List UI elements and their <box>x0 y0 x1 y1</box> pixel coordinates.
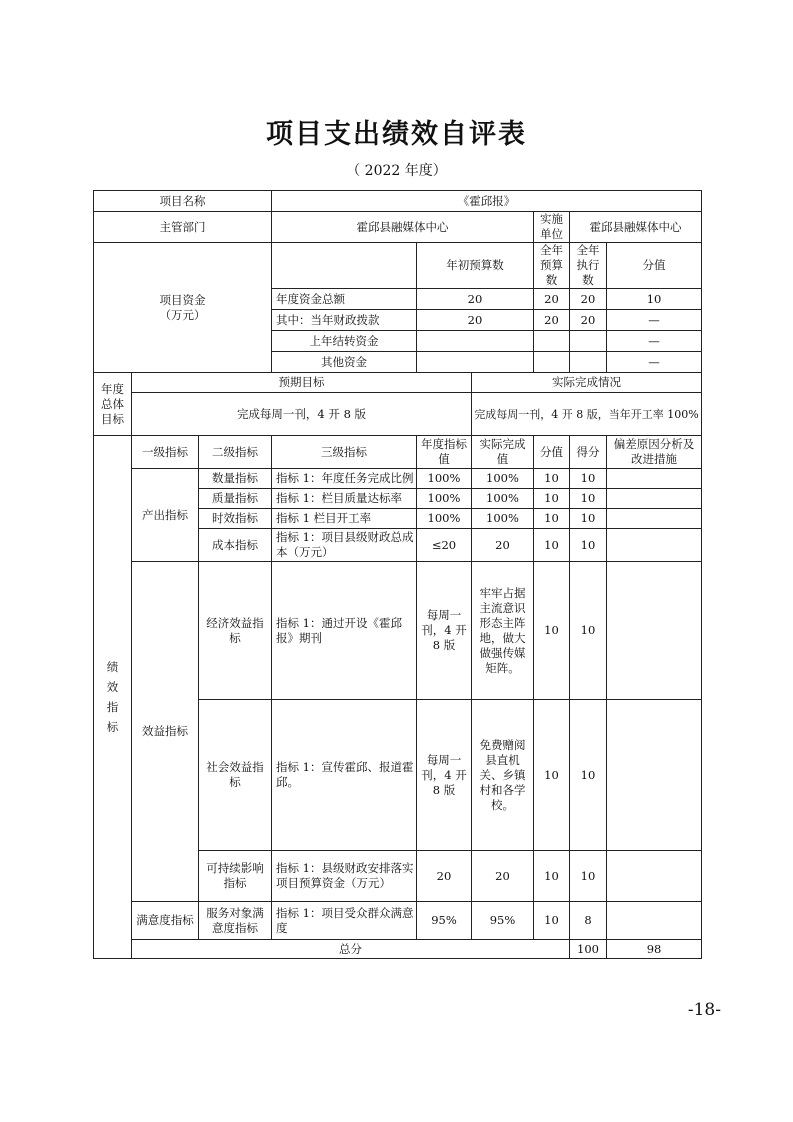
actual-result-label: 实际完成情况 <box>472 373 702 393</box>
level3-cell: 指标 1：通过开设《霍邱报》期刊 <box>272 562 417 700</box>
dept-label: 主管部门 <box>94 212 272 243</box>
funds-cell: 10 <box>607 289 702 310</box>
project-name: 《霍邱报》 <box>272 191 702 212</box>
funds-cell: 20 <box>534 289 570 310</box>
score-cell: 10 <box>534 529 570 562</box>
impl-value: 霍邱县融媒体中心 <box>570 212 702 243</box>
got-cell: 10 <box>570 529 607 562</box>
level2-cell: 可持续影响指标 <box>199 851 272 902</box>
actual-cell: 20 <box>472 529 534 562</box>
note-cell <box>607 851 702 902</box>
level2-cell: 成本指标 <box>199 529 272 562</box>
funds-cell: 20 <box>570 289 607 310</box>
level2-cell: 服务对象满意度指标 <box>199 902 272 940</box>
total-label: 总分 <box>132 940 570 959</box>
actual-cell: 95% <box>472 902 534 940</box>
total-score: 100 <box>570 940 607 959</box>
got-cell: 8 <box>570 902 607 940</box>
header-note: 偏差原因分析及改进措施 <box>607 436 702 469</box>
funds-row-label: 上年结转资金 <box>272 331 417 352</box>
funds-cell: — <box>607 352 702 373</box>
funds-cell: 20 <box>570 310 607 331</box>
note-cell <box>607 509 702 529</box>
note-cell <box>607 529 702 562</box>
indicators-side-label <box>94 436 132 959</box>
got-cell: 10 <box>570 851 607 902</box>
funds-row-label: 其他资金 <box>272 352 417 373</box>
overall-label-line: 总体 <box>101 396 124 411</box>
actual-cell: 100% <box>472 509 534 529</box>
score-cell: 10 <box>534 469 570 489</box>
target-cell: 每周一刊，4 开 8 版 <box>417 562 472 700</box>
funds-label-line1: 项目资金 <box>159 292 206 307</box>
page-number: -18- <box>687 1000 721 1020</box>
got-cell: 10 <box>570 489 607 509</box>
total-got: 98 <box>607 940 702 959</box>
actual-cell: 100% <box>472 469 534 489</box>
benefit-indicators-label: 效益指标 <box>132 562 199 902</box>
level3-cell: 指标 1 栏目开工率 <box>272 509 417 529</box>
funds-header-blank <box>272 243 417 289</box>
got-cell: 10 <box>570 469 607 489</box>
level3-cell: 指标 1：栏目质量达标率 <box>272 489 417 509</box>
header-level3: 三级指标 <box>272 436 417 469</box>
header-target: 年度指标值 <box>417 436 472 469</box>
note-cell <box>607 562 702 700</box>
actual-cell: 20 <box>472 851 534 902</box>
level3-cell: 指标 1：年度任务完成比例 <box>272 469 417 489</box>
expected-goal-label: 预期目标 <box>132 373 472 393</box>
note-cell <box>607 469 702 489</box>
funds-row-label: 年度资金总额 <box>272 289 417 310</box>
actual-result: 完成每周一刊，4 开 8 版，当年开工率 100% <box>472 393 702 436</box>
score-cell: 10 <box>534 851 570 902</box>
actual-cell: 免费赠阅县直机关、乡镇村和各学校。 <box>472 700 534 851</box>
got-cell: 10 <box>570 509 607 529</box>
expected-goal: 完成每周一刊，4 开 8 版 <box>132 393 472 436</box>
funds-cell <box>417 331 534 352</box>
overall-label <box>94 373 132 436</box>
satisfaction-indicators-label: 满意度指标 <box>132 902 199 940</box>
score-cell: 10 <box>534 509 570 529</box>
funds-cell: — <box>607 310 702 331</box>
funds-cell <box>417 352 534 373</box>
got-cell: 10 <box>570 700 607 851</box>
level2-cell: 时效指标 <box>199 509 272 529</box>
header-got: 得分 <box>570 436 607 469</box>
page-subtitle: （ 2022 年度） <box>346 163 447 179</box>
funds-cell <box>534 331 570 352</box>
funds-cell <box>534 352 570 373</box>
funds-header-executed: 全年执行数 <box>570 243 607 289</box>
funds-cell: 20 <box>417 310 534 331</box>
note-cell <box>607 700 702 851</box>
level3-cell: 指标 1：宣传霍邱、报道霍邱。 <box>272 700 417 851</box>
project-name-label: 项目名称 <box>94 191 272 212</box>
level2-cell: 数量指标 <box>199 469 272 489</box>
funds-cell <box>570 331 607 352</box>
level2-cell: 经济效益指标 <box>199 562 272 700</box>
score-cell: 10 <box>534 902 570 940</box>
side-char: 绩 <box>106 660 119 674</box>
funds-label <box>94 243 272 373</box>
score-cell: 10 <box>534 700 570 851</box>
funds-row-label: 其中：当年财政拨款 <box>272 310 417 331</box>
overall-label-line: 年度 <box>101 381 124 396</box>
output-indicators-label: 产出指标 <box>132 469 199 562</box>
dept-value: 霍邱县融媒体中心 <box>272 212 534 243</box>
level2-cell: 社会效益指标 <box>199 700 272 851</box>
funds-header-score: 分值 <box>607 243 702 289</box>
header-actual: 实际完成值 <box>472 436 534 469</box>
note-cell <box>607 902 702 940</box>
overall-label-line: 目标 <box>101 411 124 426</box>
side-char: 标 <box>106 720 119 734</box>
target-cell: 100% <box>417 489 472 509</box>
actual-cell: 100% <box>472 489 534 509</box>
target-cell: 20 <box>417 851 472 902</box>
level2-cell: 质量指标 <box>199 489 272 509</box>
target-cell: 95% <box>417 902 472 940</box>
funds-cell: — <box>607 331 702 352</box>
performance-table <box>93 190 702 959</box>
target-cell: 100% <box>417 509 472 529</box>
side-char: 指 <box>106 700 119 714</box>
funds-header-initial: 年初预算数 <box>417 243 534 289</box>
target-cell: ≤20 <box>417 529 472 562</box>
header-score: 分值 <box>534 436 570 469</box>
target-cell: 每周一刊，4 开 8 版 <box>417 700 472 851</box>
funds-cell <box>570 352 607 373</box>
funds-cell: 20 <box>417 289 534 310</box>
score-cell: 10 <box>534 489 570 509</box>
score-cell: 10 <box>534 562 570 700</box>
page-title: 项目支出绩效自评表 <box>266 119 527 150</box>
impl-label: 实施单位 <box>534 212 570 243</box>
side-char: 效 <box>106 680 119 694</box>
note-cell <box>607 489 702 509</box>
actual-cell: 牢牢占据主流意识形态主阵地，做大做强传媒矩阵。 <box>472 562 534 700</box>
funds-cell: 20 <box>534 310 570 331</box>
target-cell: 100% <box>417 469 472 489</box>
header-level1: 一级指标 <box>132 436 199 469</box>
funds-label-line2: （万元） <box>159 307 206 322</box>
level3-cell: 指标 1：县级财政安排落实项目预算资金（万元） <box>272 851 417 902</box>
header-level2: 二级指标 <box>199 436 272 469</box>
level3-cell: 指标 1：项目县级财政总成本（万元） <box>272 529 417 562</box>
funds-header-annual: 全年预算数 <box>534 243 570 289</box>
level3-cell: 指标 1：项目受众群众满意度 <box>272 902 417 940</box>
got-cell: 10 <box>570 562 607 700</box>
